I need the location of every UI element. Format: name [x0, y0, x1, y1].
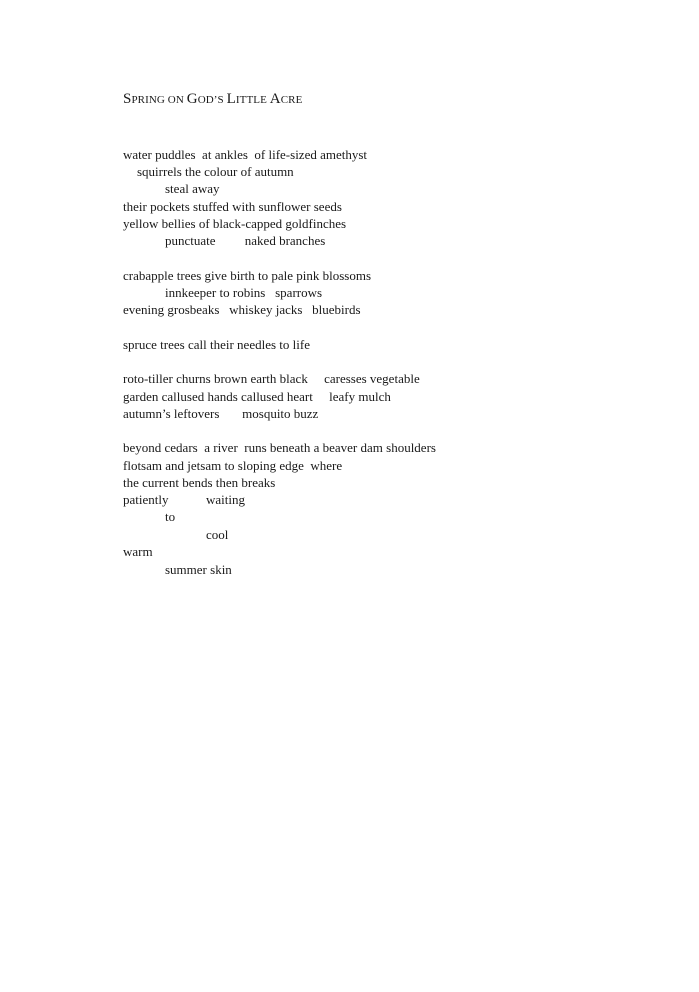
- title-smallcaps: ITTLE: [235, 94, 270, 106]
- poem-line: their pockets stuffed with sunflower seeds: [123, 199, 342, 214]
- poem-line: water puddles at ankles of life-sized amethyst: [123, 147, 368, 162]
- title-smallcaps: OD’S: [197, 94, 227, 106]
- poem-line: cool: [206, 527, 229, 542]
- title-smallcaps: PRING ON: [131, 94, 187, 106]
- poem-line: the current bends then breaks: [123, 475, 276, 490]
- poem-line: evening grosbeaks whiskey jacks bluebirds: [123, 302, 361, 317]
- poem-line: yellow bellies of black-capped goldfinches: [123, 216, 347, 231]
- poem-line: autumn’s leftovers mosquito buzz: [123, 406, 319, 421]
- title-initial: S: [123, 91, 132, 107]
- poem-line: garden callused hands callused heart leafy mulch: [123, 389, 391, 404]
- poem-line: flotsam and jetsam to sloping edge where: [123, 458, 343, 473]
- title-initial: G: [186, 91, 198, 107]
- poem-title: [123, 91, 302, 108]
- poem-line: spruce trees call their needles to life: [123, 337, 310, 352]
- poem-line: squirrels the colour of autumn: [137, 164, 294, 179]
- poem-line: to: [165, 509, 176, 524]
- poem-line: innkeeper to robins sparrows: [165, 285, 323, 300]
- poem-line: punctuate naked branches: [165, 233, 326, 248]
- poem-line: beyond cedars a river runs beneath a beaver dam shoulders: [123, 440, 436, 455]
- title-smallcaps: CRE: [280, 94, 303, 106]
- poem-line: summer skin: [165, 562, 232, 577]
- poem-line: crabapple trees give birth to pale pink blossoms: [123, 268, 372, 283]
- poem-line: roto-tiller churns brown earth black caresses vegetable: [123, 371, 420, 386]
- poem-line: waiting: [206, 492, 245, 507]
- poem-line: warm: [123, 544, 153, 559]
- poem-line: patiently: [123, 492, 169, 507]
- title-initial: A: [269, 91, 281, 107]
- poem-line: steal away: [165, 181, 220, 196]
- title-initial: L: [226, 91, 236, 107]
